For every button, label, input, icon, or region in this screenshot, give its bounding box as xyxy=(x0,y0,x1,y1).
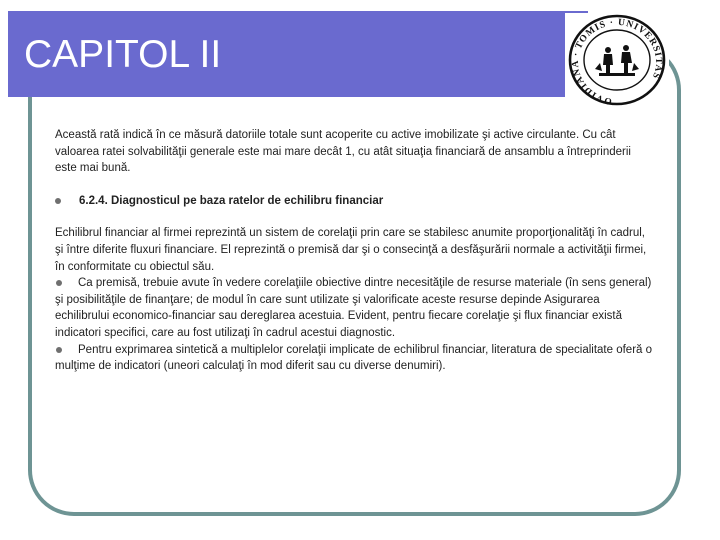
slide-content xyxy=(55,127,655,375)
bullet-2-text: Pentru exprimarea sintetică a multiplelor corelaţii implicate de echilibrul financiar, literatura de specialitate oferă o mulţime de indicatori (uneori calculaţi în mod diferit sau cu diverse denumiri). xyxy=(55,343,653,373)
page-title: CAPITOL II xyxy=(24,33,222,76)
body-paragraph-text: Echilibrul financiar al firmei reprezintă un sistem de corelaţii prin care se stabilesc anumite proporţionalităţi în cadrul, şi între diferite fluxuri financiare. El reprezintă o premisă dar şi o consecinţă a desfăşurării normale a activităţii firmei, în conformitate cu obiectul său. xyxy=(55,227,647,273)
body-paragraph xyxy=(55,225,655,374)
intro-paragraph: Această rată indică în ce măsură datoriile totale sunt acoperite cu active imobilizate şi active circulante. Cu cât valoarea ratei solvabilităţii generale este mai mare decât 1, cu atât situaţia financiară de ansamblu a întreprinderii este mai bună. xyxy=(55,129,631,175)
section-heading: 6.2.4. Diagnosticul pe baza ratelor de echilibru financiar xyxy=(79,194,384,207)
bullet-1-text: Ca premisă, trebuie avute în vedere corelaţiile obiective dintre necesităţile de resurse materiale (în sens general) şi posibilităţile de finanţare; de modul în care sunt utilizate şi valorificate aceste resurse depinde Asigurarea echilibrului economico-financiar sau dereglarea acestuia. Evident, pentru fiecare corelaţie şi flux financiar există indicatori specifici, care au fost utilizaţi în cadrul acestui diagnostic. xyxy=(55,277,652,339)
university-seal-icon xyxy=(566,13,669,108)
section-heading-row xyxy=(55,193,655,210)
seal-text: OVIDIANA · TOMIS · UNIVERSITAS xyxy=(570,17,664,106)
bullet-icon xyxy=(56,280,62,286)
bullet-icon xyxy=(56,347,62,353)
bullet-icon xyxy=(55,198,61,204)
